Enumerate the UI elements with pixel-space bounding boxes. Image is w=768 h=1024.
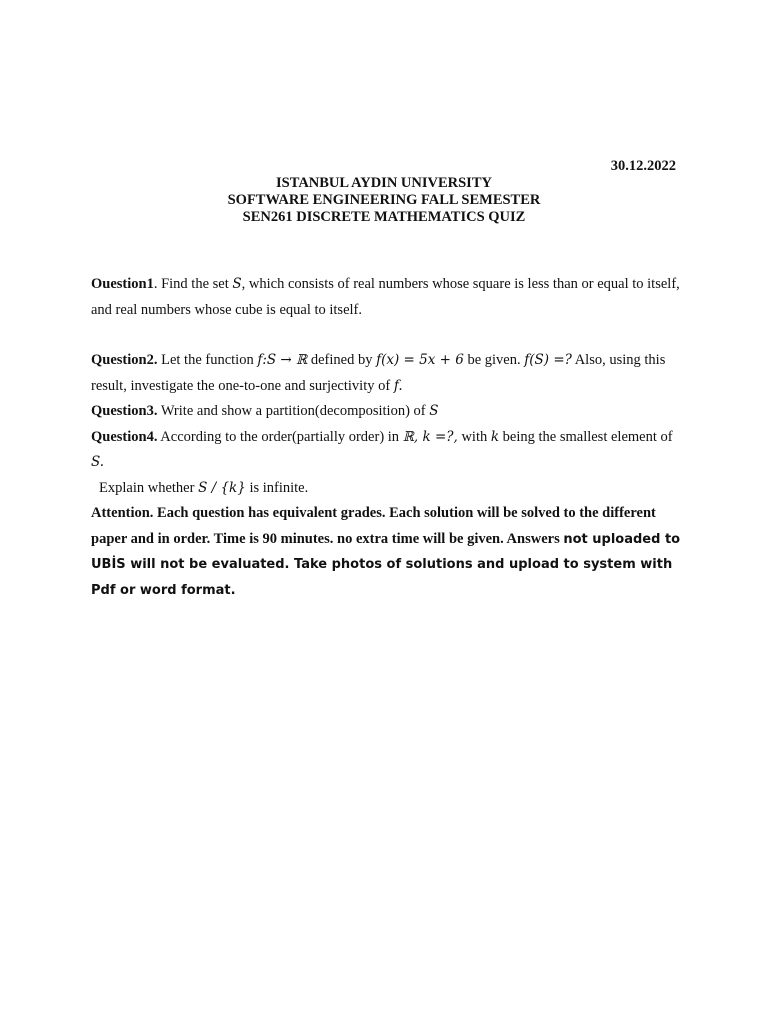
question-2-text-b: defined by	[307, 352, 377, 368]
question-3-var-s: S	[429, 403, 439, 419]
question-2-label: Question2.	[91, 352, 158, 368]
question-4	[91, 425, 681, 476]
attention-part-1: Attention. Each question has equivalent grades. Each solution will be solved to the different paper and in order. Time is 90 minutes. no extra time will be given. Answers	[91, 505, 656, 547]
attention-part-2: not uploaded to UBİS will not be evaluated. Take photos of solutions and upload to system with Pdf or word format.	[91, 531, 681, 598]
quiz-body	[91, 272, 681, 603]
question-4-set-expression: S / {k}	[198, 479, 246, 496]
question-1-var-s: S	[232, 276, 242, 292]
question-2-var-f: f.	[393, 377, 403, 394]
question-2	[91, 348, 681, 399]
question-4-var-k: k	[490, 428, 500, 445]
question-1	[91, 272, 681, 323]
question-1-text-a: . Find the set	[153, 276, 233, 292]
question-4-followup	[91, 476, 681, 502]
attention-notice	[91, 501, 681, 603]
question-4-label: Question4.	[91, 428, 158, 445]
question-2-text-d: Also, using this result, investigate the one-to-one and surjectivity of	[91, 352, 666, 394]
question-2-function-signature: f:S → ℝ	[257, 352, 308, 368]
quiz-date: 30.12.2022	[610, 158, 676, 174]
department-semester: SOFTWARE ENGINEERING FALL SEMESTER	[227, 192, 541, 208]
question-2-text-a: Let the function	[157, 352, 258, 368]
quiz-header	[0, 175, 768, 226]
question-2-image-query: f(S) =?	[524, 352, 572, 368]
question-4-line2-b: is infinite.	[245, 479, 309, 496]
question-4-line2-a: Explain whether	[99, 479, 199, 496]
question-1-text-b: , which consists of real numbers whose square is less than or equal to itself, and real numbers whose cube is equal to itself.	[91, 276, 680, 318]
question-2-function-definition: f(x) = 5x + 6	[376, 352, 464, 368]
question-4-text-b: with	[457, 428, 491, 445]
question-4-text-c: being the smallest element of	[499, 428, 673, 445]
question-3-text-a: Write and show a partition(decomposition) of	[157, 403, 430, 419]
course-title: SEN261 DISCRETE MATHEMATICS QUIZ	[242, 209, 526, 225]
question-4-var-s: S.	[91, 454, 105, 470]
question-2-text-c: be given.	[463, 352, 525, 368]
spacer	[91, 323, 681, 348]
university-name: ISTANBUL AYDIN UNIVERSITY	[276, 175, 492, 191]
question-3	[91, 399, 681, 425]
question-4-text-a: According to the order(partially order) in	[157, 428, 403, 445]
question-3-label: Question3.	[91, 403, 158, 419]
question-4-math-r: ℝ, k =?,	[402, 428, 458, 445]
question-1-label: Ouestion1	[91, 276, 154, 292]
